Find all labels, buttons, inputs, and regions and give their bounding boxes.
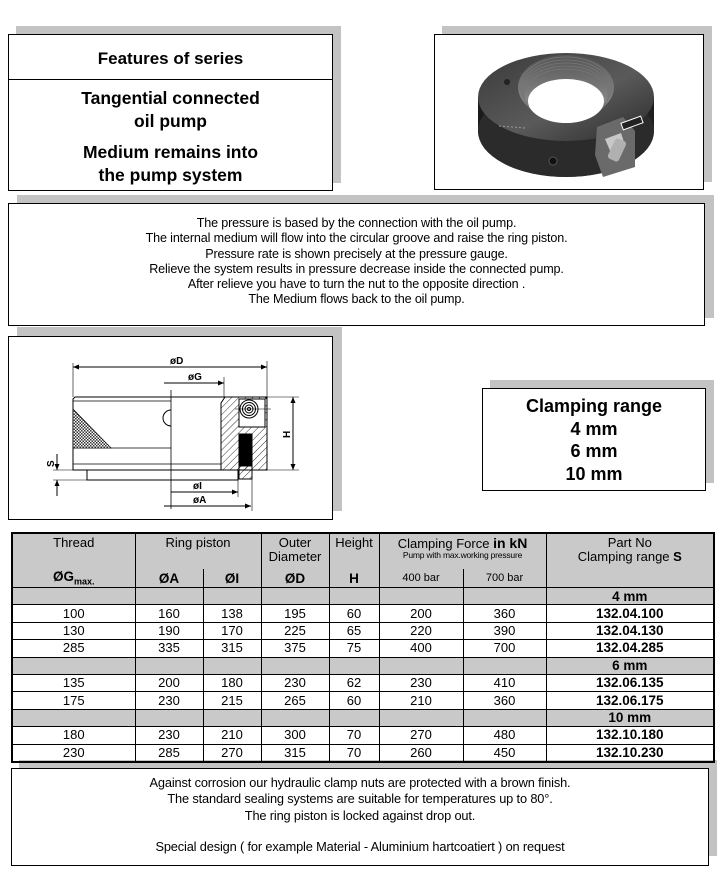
- header-thread-symbol: $ØG_{max.}$: [12, 569, 135, 588]
- table-row: 100 160 138 195 60 200 360 132.04.100: [12, 605, 714, 622]
- description-line: Pressure rate is shown precisely at the pressure gauge.: [205, 246, 508, 261]
- features-body: [9, 80, 332, 187]
- part-number: 132.04.130: [546, 622, 714, 639]
- note-line: Against corrosion our hydraulic clamp nuts are protected with a brown finish.: [149, 775, 571, 790]
- table-row: 175 230 215 265 60 210 360 132.06.175: [12, 692, 714, 709]
- description-line: The Medium flows back to the oil pump.: [248, 292, 465, 307]
- group-separator-row: [12, 657, 714, 674]
- clamping-range-value: 6 mm: [570, 441, 618, 461]
- description-line: Relieve the system results in pressure decrease inside the connected pump.: [149, 261, 564, 276]
- note-line: The ring piston is locked against drop out.: [244, 807, 476, 823]
- description-line: The pressure is based by the connection with the oil pump.: [196, 216, 517, 230]
- group-range: 6 mm: [546, 657, 714, 674]
- special-design-note: Special design ( for example Material - Aluminium hartcoatiert ) on request: [155, 838, 565, 854]
- clamping-range-value: 4 mm: [570, 418, 618, 439]
- clamping-range-title: Clamping range: [525, 396, 663, 416]
- header-clamping-force: Clamping Force in kN Pump with max.working pressure: [379, 533, 546, 569]
- header-a: ØA: [135, 569, 203, 588]
- table-row: 285 335 315 375 75 400 700 132.04.285: [12, 640, 714, 657]
- feature-line: Medium remains into: [82, 142, 259, 162]
- group-range: 4 mm: [546, 588, 714, 605]
- feature-line: the pump system: [98, 165, 243, 185]
- feature-line: Tangential connected: [81, 88, 260, 108]
- header-i: ØI: [203, 569, 261, 588]
- header-outer-diameter: Outer Diameter: [261, 533, 329, 569]
- description-line: The internal medium will flow into the circular groove and raise the ring piston.: [145, 231, 568, 246]
- clamping-range-box: [482, 388, 706, 491]
- clamp-nut-image: [435, 35, 703, 189]
- table-row: 180 230 210 300 70 270 480 132.10.180: [12, 727, 714, 744]
- features-box: [8, 34, 333, 191]
- part-number: 132.04.100: [546, 605, 714, 622]
- cross-section-drawing: [9, 337, 332, 519]
- description-line: After relieve you have to turn the nut to the opposite direction .: [187, 277, 526, 292]
- part-number: 132.06.135: [546, 674, 714, 691]
- part-number: 132.06.175: [546, 692, 714, 709]
- group-separator-row: [12, 709, 714, 726]
- header-d: ØD: [261, 569, 329, 588]
- product-photo: [434, 34, 704, 190]
- table-row: 135 200 180 230 62 230 410 132.06.135: [12, 674, 714, 691]
- description-box: [8, 203, 705, 326]
- header-part-no: Part No Clamping range S: [546, 533, 714, 588]
- table-row: 130 190 170 225 65 220 390 132.04.130: [12, 622, 714, 639]
- label-outer-diameter: øD: [170, 356, 184, 367]
- header-700-bar: 700 bar: [463, 569, 546, 588]
- specification-table: [11, 532, 715, 763]
- note-line: The standard sealing systems are suitable for temperatures up to 80°.: [167, 791, 553, 807]
- dimension-diagram: [8, 336, 333, 520]
- label-outer-piston-diameter: øA: [193, 495, 207, 506]
- part-number: 132.10.230: [546, 744, 714, 762]
- header-height: Height: [329, 533, 379, 569]
- label-height: H: [282, 430, 293, 438]
- label-thread-diameter: øG: [188, 372, 202, 383]
- part-number: 132.10.180: [546, 727, 714, 744]
- label-inner-piston-diameter: øI: [193, 481, 202, 492]
- clamping-range-value: 10 mm: [565, 463, 623, 484]
- table-header-row: [12, 533, 714, 569]
- header-400-bar: 400 bar: [379, 569, 463, 588]
- header-ring-piston: Ring piston: [135, 533, 261, 569]
- header-thread: Thread: [12, 533, 135, 569]
- label-stroke: S: [46, 460, 57, 467]
- group-range: 10 mm: [546, 709, 714, 726]
- header-h: H: [329, 569, 379, 588]
- table-row: 230 285 270 315 70 260 450 132.10.230: [12, 744, 714, 762]
- notes-box: [11, 768, 709, 866]
- feature-line: oil pump: [134, 111, 207, 131]
- part-number: 132.04.285: [546, 640, 714, 657]
- group-separator-row: [12, 588, 714, 605]
- features-title: Features of series: [9, 35, 332, 80]
